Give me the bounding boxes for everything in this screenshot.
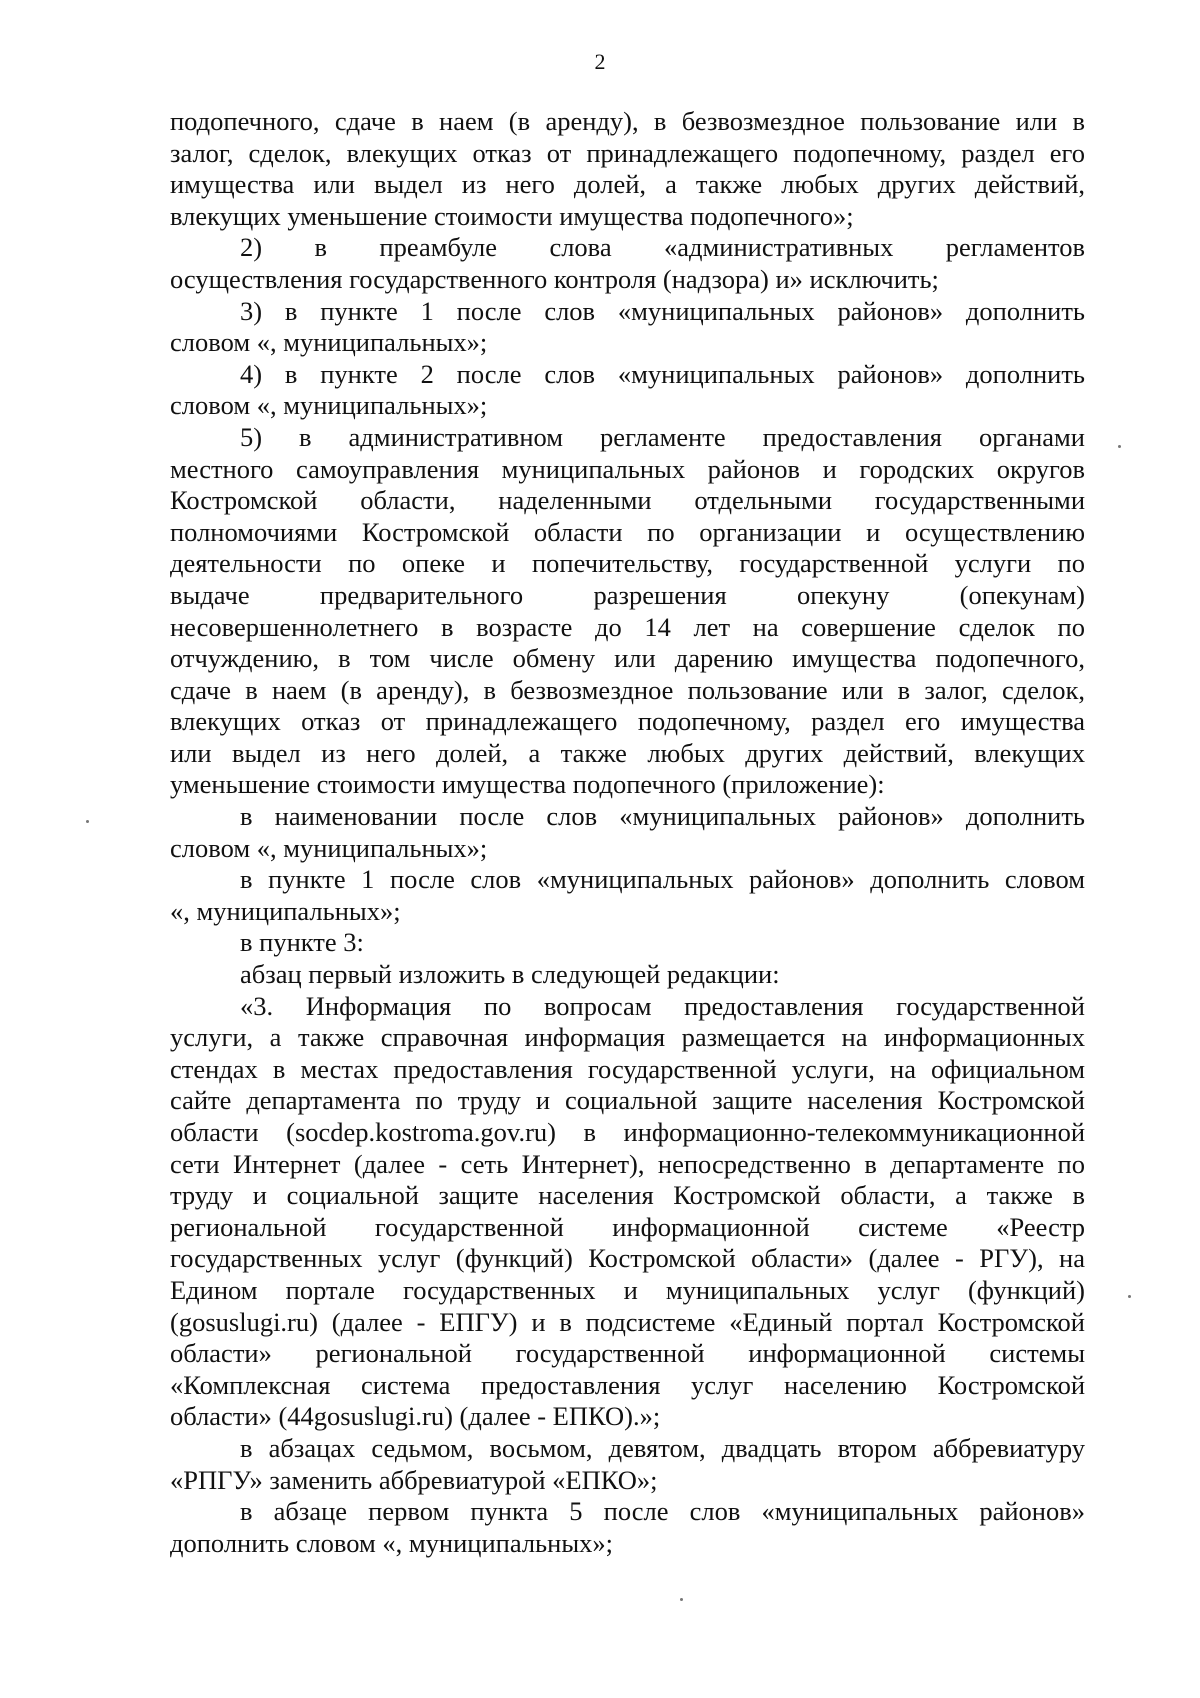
- text-line: области» региональной государственной информационной системы: [170, 1338, 1085, 1369]
- text-line: местного самоуправления муниципальных районов и городских округов: [170, 453, 1085, 484]
- scan-speck: [680, 1598, 683, 1601]
- text-line: словом «, муниципальных»;: [170, 390, 488, 421]
- scan-speck: [86, 820, 89, 823]
- paragraph: [170, 801, 1085, 864]
- text-line: региональной государственной информационной системе «Реестр: [170, 1211, 1085, 1242]
- text-line: сети Интернет (далее - сеть Интернет), непосредственно в департаменте по: [170, 1148, 1085, 1179]
- text-line: имущества или выдел из него долей, а также любых других действий,: [170, 169, 1085, 200]
- paragraph: [170, 927, 1085, 959]
- text-line: уменьшение стоимости имущества подопечного (приложение):: [170, 769, 885, 800]
- text-line: влекущих уменьшение стоимости имущества подопечного»;: [170, 200, 854, 231]
- text-line: 5) в административном регламенте предоставления органами: [240, 421, 1085, 452]
- text-line: осуществления государственного контроля (надзора) и» исключить;: [170, 263, 939, 294]
- paragraph: [170, 864, 1085, 927]
- text-line: труду и социальной защите населения Костромской области, а также в: [170, 1180, 1085, 1211]
- paragraph: [170, 991, 1085, 1433]
- text-line: влекущих отказ от принадлежащего подопечному, раздел его имущества: [170, 706, 1085, 737]
- text-line: или выдел из него долей, а также любых других действий, влекущих: [170, 737, 1085, 768]
- text-line: Едином портале государственных и муниципальных услуг (функций): [170, 1274, 1085, 1305]
- text-line: сайте департамента по труду и социальной защите населения Костромской: [170, 1085, 1085, 1116]
- text-line: в абзацах седьмом, восьмом, девятом, двадцать втором аббревиатуру: [240, 1432, 1085, 1463]
- text-line: «Комплексная система предоставления услуг населению Костромской: [170, 1369, 1085, 1400]
- paragraph: [170, 1433, 1085, 1496]
- text-line: дополнить словом «, муниципальных»;: [170, 1527, 613, 1558]
- text-line: в наименовании после слов «муниципальных районов» дополнить: [240, 801, 1085, 832]
- text-line: словом «, муниципальных»;: [170, 327, 488, 358]
- document-body: [170, 106, 1085, 1559]
- text-line: несовершеннолетнего в возрасте до 14 лет на совершение сделок по: [170, 611, 1085, 642]
- text-line: сдаче в наем (в аренду), в безвозмездное пользование или в залог, сделок,: [170, 674, 1085, 705]
- text-line: абзац первый изложить в следующей редакции:: [240, 959, 780, 990]
- text-line: в пункте 3:: [240, 927, 364, 958]
- paragraph: [170, 1496, 1085, 1559]
- text-line: 2) в преамбуле слова «административных регламентов: [240, 232, 1085, 263]
- text-line: области» (44gosuslugi.ru) (далее - ЕПКО).»;: [170, 1401, 661, 1432]
- paragraph: [170, 232, 1085, 295]
- paragraph: [170, 422, 1085, 801]
- text-line: выдаче предварительного разрешения опекуну (опекунам): [170, 579, 1085, 610]
- text-line: в пункте 1 после слов «муниципальных районов» дополнить словом: [240, 864, 1085, 895]
- text-line: «, муниципальных»;: [170, 895, 401, 926]
- page-number: 2: [594, 49, 606, 74]
- text-line: в абзаце первом пункта 5 после слов «муниципальных районов»: [240, 1496, 1085, 1527]
- text-line: 3) в пункте 1 после слов «муниципальных районов» дополнить: [240, 295, 1085, 326]
- text-line: услуги, а также справочная информация размещается на информационных: [170, 1022, 1085, 1053]
- text-line: области (socdep.kostroma.gov.ru) в информационно-телекоммуникационной: [170, 1117, 1085, 1147]
- text-line: залог, сделок, влекущих отказ от принадлежащего подопечному, раздел его: [170, 137, 1085, 168]
- text-line: государственных услуг (функций) Костромской области» (далее - РГУ), на: [170, 1243, 1085, 1274]
- text-line: «3. Информация по вопросам предоставления государственной: [240, 990, 1085, 1021]
- text-line: словом «, муниципальных»;: [170, 832, 488, 863]
- text-line: подопечного, сдаче в наем (в аренду), в безвозмездное пользование или в: [170, 106, 1085, 136]
- text-line: полномочиями Костромской области по организации и осуществлению: [170, 516, 1085, 547]
- text-line: отчуждению, в том числе обмену или дарению имущества подопечного,: [170, 643, 1085, 674]
- text-line: деятельности по опеке и попечительству, государственной услуги по: [170, 548, 1085, 579]
- text-line: 4) в пункте 2 после слов «муниципальных районов» дополнить: [240, 358, 1085, 389]
- scan-speck: [1128, 1295, 1131, 1298]
- paragraph: [170, 359, 1085, 422]
- text-line: «РПГУ» заменить аббревиатурой «ЕПКО»;: [170, 1464, 658, 1495]
- paragraph: [170, 296, 1085, 359]
- text-line: (gosuslugi.ru) (далее - ЕПГУ) и в подсистеме «Единый портал Костромской: [170, 1306, 1085, 1337]
- text-line: Костромской области, наделенными отдельными государственными: [170, 485, 1085, 516]
- paragraph: [170, 959, 1085, 991]
- paragraph: [170, 106, 1085, 232]
- text-line: стендах в местах предоставления государственной услуги, на официальном: [170, 1053, 1085, 1084]
- scan-speck: [1118, 445, 1121, 448]
